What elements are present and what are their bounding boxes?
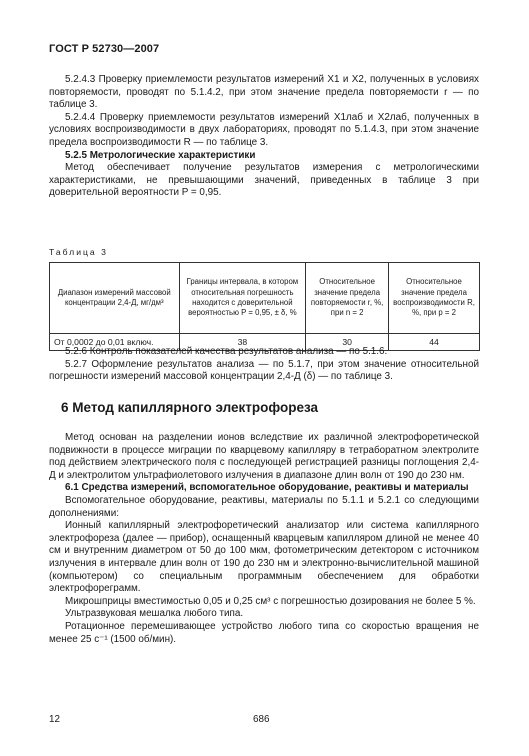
paragraph-method-principle: Метод основан на разделении ионов вследствие их различной электрофоретической подвижности в процессе миграции по кварцевому капилляру в тетраборатном электролите под действием электрического поля с последующей регистрацией разницы поглощения 2,4-Д и электролитом ультрафиолетового излучения в диапазоне длин волн от 190 до 230 нм.: [49, 432, 479, 481]
paragraph-ultrasonic-mixer: Ультразвуковая мешалка любого типа.: [65, 608, 244, 620]
table-header-row: [50, 263, 480, 334]
table-cell: 38: [179, 334, 306, 351]
table-header-cell: Относительное значение предела повторяемости r, %, при n = 2: [306, 263, 389, 334]
table-cell: 44: [389, 334, 480, 351]
table-cell: От 0,0002 до 0,01 включ.: [50, 334, 180, 351]
text-block-quality-control: [49, 346, 479, 384]
table-cell: 30: [306, 334, 389, 351]
paragraph-5-2-4-3: 5.2.4.3 Проверку приемлемости результатов измерений X1 и X2, полученных в условиях повторяемости, проводят по 5.1.4.2, при этом значение предела повторяемости r — по таблице 3.: [49, 74, 479, 111]
paragraph-analyzer: Ионный капиллярный электрофоретический анализатор или система капиллярного электрофореза (далее — прибор), оснащенный кварцевым капилляром длиной не менее 40 см и внутренним диаметром от 50 до 100 мкм, фотометрическим детектором с источником излучения в интервале длин волн от 190 до 230 нм и электронно-вычислительной машиной (компьютером) со специальным программным обеспечением для обработки электрофореграмм.: [49, 520, 479, 595]
table-header-cell: Относительное значение предела воспроизводимости R, %, при p = 2: [389, 263, 480, 334]
text-block-repeatability: [49, 74, 479, 200]
paragraph-auxiliary-equipment: Вспомогательное оборудование, реактивы, материалы по 5.1.1 и 5.2.1 со следующими дополнениями:: [49, 494, 479, 519]
section-title: 6 Метод капиллярного электрофореза: [61, 400, 319, 415]
table-caption: Таблица 3: [49, 247, 108, 257]
table-header-cell: Диапазон измерений массовой концентрации 2,4-Д, мг/дм³: [50, 263, 180, 334]
table-header-cell: Границы интервала, в котором относительная погрешность находится с доверительной вероятностью P = 0,95, ± δ, %: [179, 263, 306, 334]
heading-6-1: 6.1 Средства измерений, вспомогательное оборудование, реактивы и материалы: [65, 482, 469, 494]
paragraph-metrology: Метод обеспечивает получение результатов измерения с метрологическими характеристиками, не превышающими значений, приведенных в таблице 3 при доверительной вероятности P = 0,95.: [49, 162, 479, 199]
heading-5-2-5: 5.2.5 Метрологические характеристики: [65, 149, 256, 161]
paragraph-5-2-7: 5.2.7 Оформление результатов анализа — по 5.1.7, при этом значение относительной погрешности измерений массовой концентрации 2,4-Д (δ) — по таблице 3.: [49, 358, 479, 383]
text-block-section-6: [49, 432, 479, 646]
sheet-number: 686: [253, 714, 270, 725]
table-3: [49, 262, 480, 351]
paragraph-5-2-4-4: 5.2.4.4 Проверку приемлемости результатов измерений X1лаб и X2лаб, полученных в условиях воспроизводимости в двух лабораториях, проводят по 5.1.4.3, при этом значение предела воспроизводимости R — по таблице 3.: [49, 111, 479, 148]
page-number: 12: [49, 714, 60, 725]
paragraph-microsyringes: Микрошприцы вместимостью 0,05 и 0,25 см³ с погрешностью дозирования не более 5 %.: [65, 595, 476, 607]
paragraph-rotary-mixer: Ротационное перемешивающее устройство любого типа со скоростью вращения не менее 25 с⁻¹ (1500 об/мин).: [49, 620, 479, 645]
paragraph-5-2-6: 5.2.6 Контроль показателей качества результатов анализа — по 5.1.6.: [65, 346, 388, 357]
document-header: ГОСТ Р 52730—2007: [49, 43, 160, 55]
